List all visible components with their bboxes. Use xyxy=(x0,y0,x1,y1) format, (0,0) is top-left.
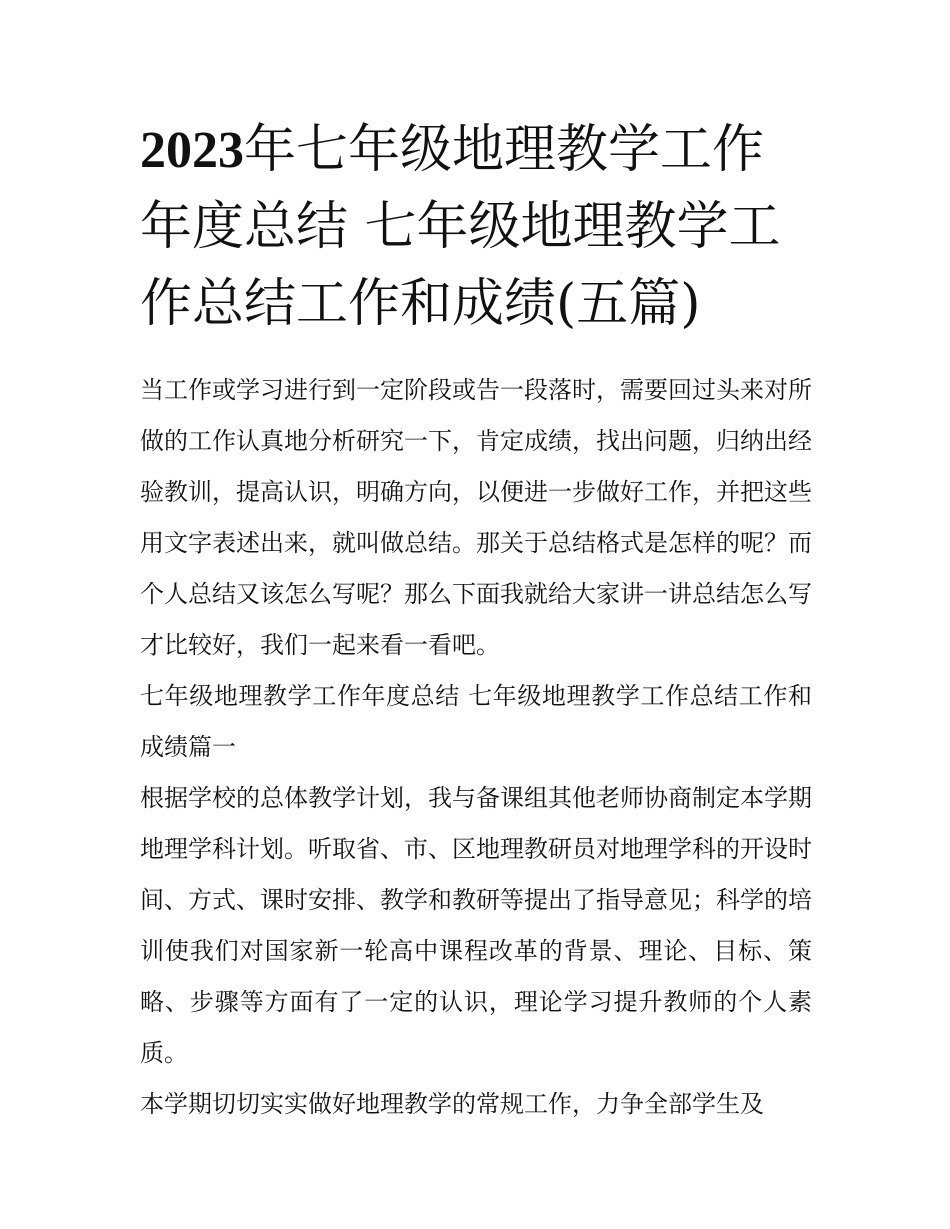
section-heading: 七年级地理教学工作年度总结 七年级地理教学工作总结工作和成绩篇一 xyxy=(140,682,812,761)
document-page xyxy=(140,112,812,1130)
body-paragraph: 根据学校的总体教学计划，我与备课组其他老师协商制定本学期地理学科计划。听取省、市、区地理教研员对地理学科的开设时间、方式、课时安排、教学和教研等提出了指导意见；科学的培训使我们对国家新一轮高中课程改革的背景、理论、目标、策略、步骤等方面有了一定的认识，理论学习提升教师的个人素质。 xyxy=(140,784,812,1067)
title-year: 2023 xyxy=(140,122,244,179)
document-title xyxy=(140,112,812,343)
intro-paragraph: 当工作或学习进行到一定阶段或告一段落时，需要回过头来对所做的工作认真地分析研究一下，肯定成绩，找出问题，归纳出经验教训，提高认识，明确方向，以便进一步做好工作，并把这些用文字表述出来，就叫做总结。那关于总结格式是怎样的呢？而个人总结又该怎么写呢？那么下面我就给大家讲一讲总结怎么写才比较好，我们一起来看一看吧。 xyxy=(140,376,812,659)
title-text: 年七年级地理教学工作年度总结 七年级地理教学工作总结工作和成绩(五篇) xyxy=(140,120,781,334)
body-paragraph: 本学期切切实实做好地理教学的常规工作，力争全部学生及 xyxy=(140,1090,764,1118)
